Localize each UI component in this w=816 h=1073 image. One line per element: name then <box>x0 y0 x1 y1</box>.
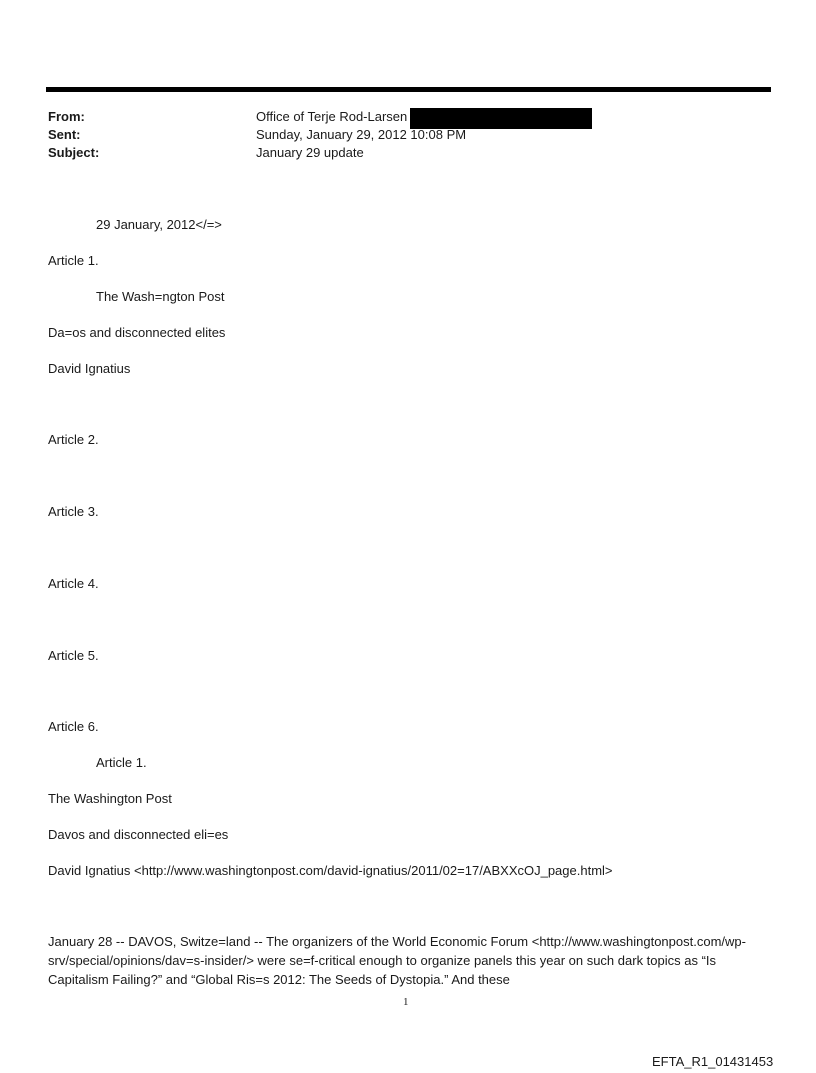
toc-article-1-author: David Ignatius <box>48 361 131 376</box>
toc-article-1: Article 1. <box>48 253 99 268</box>
article-paragraph: January 28 -- DAVOS, Switze=land -- The organizers of the World Economic Forum <http://www.washingtonpost.com/wp-srv/special/opinions/dav=s-insider/> were se=f-critical enough to organize panels this year on such dark topics as “Is Capitalism Failing?” and “Global Ris=s 2012: The Seeds of Dystopia.” And these <box>48 934 746 987</box>
article-author-line: David Ignatius <http://www.washingtonpost.com/david-ignatius/2011/02=17/ABXXcOJ_page.html> <box>48 863 613 878</box>
toc-article-6: Article 6. <box>48 719 99 734</box>
toc-article-1-title: Da=os and disconnected elites <box>48 325 226 340</box>
toc-article-3: Article 3. <box>48 504 99 519</box>
toc-article-2: Article 2. <box>48 432 99 447</box>
document-id: EFTA_R1_01431453 <box>652 1054 774 1069</box>
from-label: From: <box>48 109 85 124</box>
subject-value: January 29 update <box>256 145 364 160</box>
toc-article-1-source: The Wash=ngton Post <box>96 289 225 304</box>
from-value: Office of Terje Rod-Larsen <box>256 109 408 124</box>
article-title: Davos and disconnected eli=es <box>48 827 229 842</box>
article-heading: Article 1. <box>96 755 147 770</box>
sent-label: Sent: <box>48 127 81 142</box>
sent-value: Sunday, January 29, 2012 10:08 PM <box>256 127 467 142</box>
date-line: 29 January, 2012</=> <box>96 217 222 232</box>
toc-article-4: Article 4. <box>48 576 99 591</box>
redaction-box <box>410 108 592 129</box>
page-number: 1 <box>403 996 409 1008</box>
article-source: The Washington Post <box>48 791 172 806</box>
toc-article-5: Article 5. <box>48 648 99 663</box>
header-rule <box>46 87 771 92</box>
subject-label: Subject: <box>48 145 100 160</box>
